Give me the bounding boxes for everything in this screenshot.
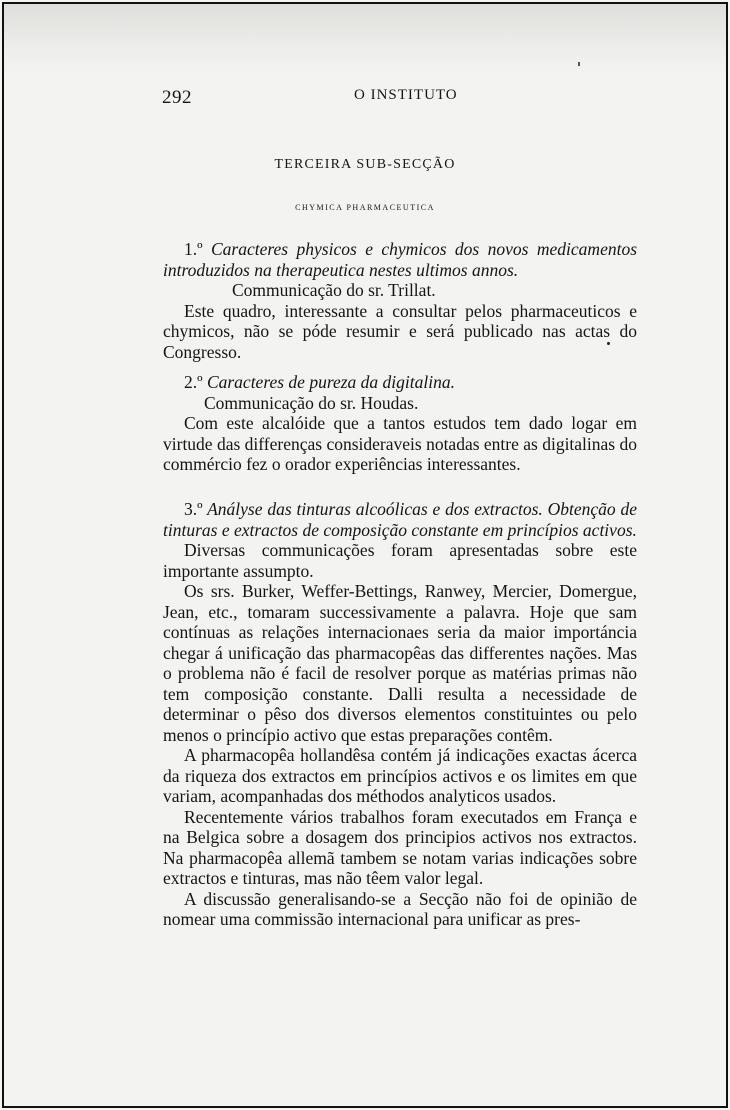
- item-2: [163, 372, 637, 475]
- item-3-paragraph-4: Recentemente vários trabalhos foram executados em França e na Belgica sobre a dosagem dos principios activos nos extractos. Na pharmacopêa allemã tambem se notam varias indicações sobre extractos e tinturas, mas não têem valor legal.: [163, 806, 637, 888]
- item-2-heading: [163, 372, 637, 393]
- item-1: [163, 239, 637, 362]
- ink-dot: [607, 342, 610, 345]
- item-3-paragraph-3: A pharmacopêa hollandêsa contém já indicações exactas ácerca da riqueza dos extractos em princípios activos e os limites em que variam, acompanhadas dos méthodos analyticos usados.: [163, 745, 637, 806]
- running-head: O INSTITUTO: [354, 87, 458, 103]
- item-2-paragraph: Com este alcalóide que a tantos estudos tem dado logar em virtude das differenças consideraveis notadas entre as digitalinas do commércio fez o orador experiências interessantes.: [163, 413, 637, 474]
- scan-speck: [578, 62, 580, 66]
- item-3-heading: [163, 499, 637, 540]
- item-1-paragraph: Este quadro, interessante a consultar pelos pharmaceuticos e chymicos, não se póde resumir e será publicado nas actas do Congresso.: [163, 300, 637, 362]
- item-3-title: Anályse das tinturas alcoólicas e dos extractos. Obtenção de tinturas e extractos de composição constante em princípios activos.: [163, 499, 638, 540]
- item-3-paragraph-1: Diversas communicações foram apresentadas sobre este importante assumpto.: [163, 540, 637, 581]
- item-1-heading: [163, 239, 637, 280]
- item-3-number: 3.º: [184, 499, 203, 519]
- item-2-title: Caracteres de pureza da digitalina.: [206, 372, 455, 392]
- item-1-title: Caracteres physicos e chymicos dos novos medicamentos introduzidos na therapeutica nestes ultimos annos.: [163, 239, 638, 280]
- item-3-paragraph-2: Os srs. Burker, Weffer-Bettings, Ranwey, Mercier, Domergue, Jean, etc., tomaram successivamente a palavra. Hoje que sam contínuas as relações internacionaes seria da maior importáncia chegar á unificação das pharmacopêas das differentes nações. Mas o problema não é facil de resolver porque as matérias primas não tem composição constante. Dalli resulta a necessidade de determinar o pêso dos diversos elementos constituintes ou pelo menos o princípio activo que estas preparações contêm.: [163, 581, 637, 745]
- item-2-number: 2.º: [184, 372, 203, 392]
- item-3-paragraph-5: A discussão generalisando-se a Secção não foi de opinião de nomear uma commissão internacional para unificar as pres-: [163, 888, 637, 929]
- page-number: 292: [162, 87, 192, 108]
- item-2-communication: Communicação do sr. Houdas.: [204, 392, 419, 413]
- item-1-number: 1.º: [184, 239, 203, 259]
- section-title: TERCEIRA SUB-SECÇÃO: [274, 157, 456, 172]
- item-3: [163, 499, 637, 930]
- item-1-communication: Communicação do sr. Trillat.: [232, 280, 436, 300]
- section-subtitle: CHYMICA PHARMACEUTICA: [295, 203, 435, 212]
